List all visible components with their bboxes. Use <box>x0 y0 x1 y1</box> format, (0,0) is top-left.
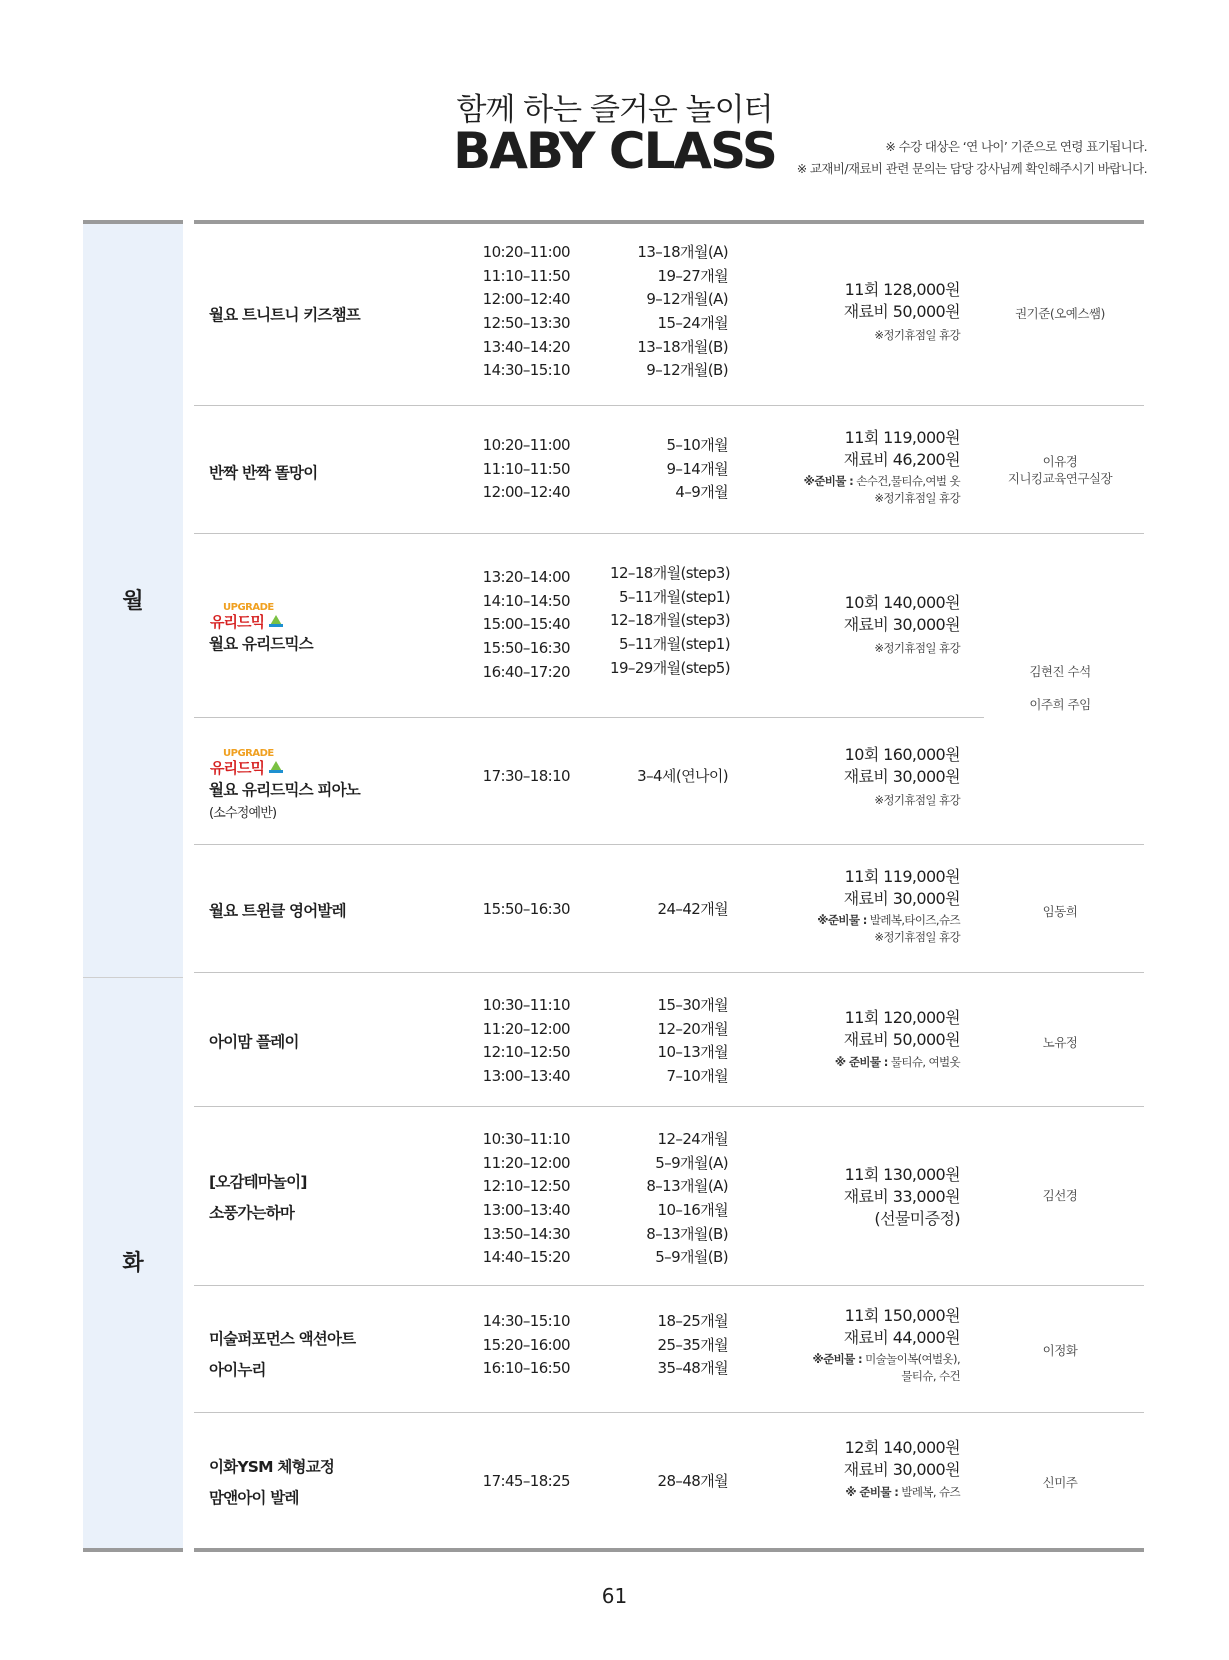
row-divider <box>194 844 1144 845</box>
time-slot: 13:00–13:40 <box>482 1201 570 1220</box>
teacher-title: 지니킹교육연구실장 <box>1007 471 1113 486</box>
class-ages <box>580 1128 728 1270</box>
prep-items: 미술놀이복(여벌옷), <box>865 1352 960 1366</box>
class-fees <box>760 279 960 344</box>
age-range: 24–42개월 <box>657 900 728 918</box>
day-label-tue: 화 <box>122 1251 144 1276</box>
holiday-note: ※정기휴점일 휴강 <box>874 641 960 655</box>
class-fees <box>760 866 960 946</box>
class-fees <box>760 1305 960 1385</box>
holiday-note: ※정기휴점일 휴강 <box>874 491 960 505</box>
time-slot: 13:00–13:40 <box>482 1067 570 1086</box>
class-name: 아이맘 플레이 <box>209 1033 299 1051</box>
class-name <box>209 1170 307 1223</box>
age-range: 8–13개월(B) <box>646 1224 728 1243</box>
age-range: 5–11개월(step1) <box>618 587 730 606</box>
teacher-name: 노유정 <box>1042 1035 1078 1050</box>
class-ages <box>580 241 728 383</box>
svg-text:유리드믹: 유리드믹 <box>210 759 264 776</box>
class-times <box>455 241 570 383</box>
time-slot: 11:20–12:00 <box>482 1019 570 1038</box>
note-materials: ※ 교재비/재료비 관련 문의는 담당 강사님께 확인해주시기 바랍니다. <box>796 161 1147 176</box>
teacher-name <box>980 453 1140 487</box>
time-slot: 10:20–11:00 <box>482 243 570 261</box>
class-times <box>455 898 570 922</box>
prep-label: ※ 준비물 : <box>845 1485 899 1499</box>
class-ages <box>580 434 728 505</box>
prep-items: 발레복, 슈즈 <box>901 1485 960 1499</box>
time-slot: 11:10–11:50 <box>482 266 570 285</box>
time-slot: 16:10–16:50 <box>482 1359 570 1378</box>
age-range: 5–9개월(B) <box>655 1248 728 1267</box>
time-slot: 15:50–16:30 <box>482 900 570 918</box>
row-divider <box>194 1412 1144 1413</box>
class-times <box>455 1128 570 1270</box>
row-divider <box>194 533 1144 534</box>
class-ages <box>580 898 728 922</box>
note-age: ※ 수강 대상은 ‘연 나이’ 기준으로 연령 표기됩니다. <box>885 139 1147 154</box>
class-fees <box>760 1007 960 1071</box>
class-fees <box>760 427 960 507</box>
time-slot: 13:40–14:20 <box>482 337 570 356</box>
age-range: 12–18개월(step3) <box>610 611 730 630</box>
time-slot: 12:00–12:40 <box>482 290 570 309</box>
header-notes <box>797 136 1147 180</box>
class-ages <box>580 562 730 680</box>
age-range: 5–10개월 <box>666 436 728 454</box>
age-range: 9–12개월(A) <box>646 290 728 309</box>
eurhythmics-logo-icon <box>209 746 283 776</box>
prep-label: ※ 준비물 : <box>834 1055 888 1069</box>
age-range: 19–29개월(step5) <box>610 658 730 677</box>
class-label-line2: 맘앤아이 발레 <box>209 1489 299 1507</box>
time-slot: 15:20–16:00 <box>482 1335 570 1354</box>
prep-label: ※준비물 : <box>803 474 854 488</box>
material-fee: 재료비 30,000원 <box>843 767 960 786</box>
time-slot: 10:30–11:10 <box>482 996 570 1014</box>
time-slot: 14:10–14:50 <box>482 591 570 610</box>
teacher-name: 임동희 <box>1042 904 1078 919</box>
class-times <box>455 566 570 684</box>
prep-items-line2: 물티슈, 수건 <box>901 1369 960 1383</box>
class-name: 월요 트윈클 영어발레 <box>209 902 346 920</box>
class-name <box>209 1327 355 1380</box>
time-slot: 10:20–11:00 <box>482 436 570 454</box>
age-range: 3–4세(연나이) <box>637 767 728 785</box>
row-divider <box>194 717 984 718</box>
material-fee: 재료비 46,200원 <box>843 450 960 469</box>
time-slot: 14:40–15:20 <box>482 1248 570 1267</box>
page-number: 61 <box>601 1584 628 1608</box>
class-ages <box>580 1310 728 1381</box>
table-top-rule <box>194 220 1144 224</box>
tuition: 11회 119,000원 <box>844 428 960 447</box>
day-bottom-rule <box>83 1548 183 1552</box>
age-range: 15–24개월 <box>657 314 728 333</box>
svg-text:UPGRADE: UPGRADE <box>223 748 274 759</box>
time-slot: 17:45–18:25 <box>482 1472 570 1490</box>
row-divider <box>194 972 1144 973</box>
teacher-line: 이유경 <box>1042 454 1078 469</box>
class-ages <box>580 994 728 1089</box>
class-fees <box>760 1164 960 1230</box>
material-fee: 재료비 30,000원 <box>843 889 960 908</box>
age-range: 9–12개월(B) <box>646 361 728 380</box>
age-range: 8–13개월(A) <box>646 1177 728 1196</box>
page-title: BABY CLASS <box>453 122 776 180</box>
class-label: 월요 유리드믹스 <box>209 635 313 653</box>
class-label: [오감테마놀이] <box>209 1173 307 1191</box>
row-divider <box>194 1285 1144 1286</box>
class-fees <box>760 1437 960 1501</box>
page-subtitle: 함께 하는 즐거운 놀이터 <box>456 92 773 128</box>
row-divider <box>194 405 1144 406</box>
material-fee: 재료비 30,000원 <box>843 1460 960 1479</box>
age-range: 19–27개월 <box>657 266 728 285</box>
teacher-name: 권기준(오예스쌤) <box>1015 306 1105 321</box>
holiday-note: ※정기휴점일 휴강 <box>874 930 960 944</box>
material-fee: 재료비 30,000원 <box>843 615 960 634</box>
age-range: 5–11개월(step1) <box>618 635 730 654</box>
class-fees <box>760 592 960 657</box>
material-fee: 재료비 33,000원 <box>843 1187 960 1206</box>
time-slot: 14:30–15:10 <box>482 361 570 380</box>
svg-text:UPGRADE: UPGRADE <box>223 602 274 613</box>
tuition: 12회 140,000원 <box>844 1438 960 1457</box>
prep-note <box>760 1351 960 1368</box>
row-divider <box>194 1106 1144 1107</box>
class-fees <box>760 744 960 809</box>
tuition: 11회 128,000원 <box>844 280 960 299</box>
age-range: 18–25개월 <box>657 1312 728 1330</box>
tuition: 11회 130,000원 <box>844 1165 960 1184</box>
table-bottom-rule <box>194 1548 1144 1552</box>
class-name: 반짝 반짝 똘망이 <box>209 464 318 482</box>
teacher-line: 이주희 주임 <box>1029 697 1091 712</box>
eurhythmics-logo-icon <box>209 600 283 630</box>
prep-items: 손수건,물티슈,여벌 옷 <box>856 474 960 488</box>
prep-items: 물티슈, 여벌옷 <box>890 1055 960 1069</box>
age-range: 10–13개월 <box>657 1043 728 1062</box>
class-name: 월요 트니트니 키즈챔프 <box>209 306 360 324</box>
time-slot: 12:10–12:50 <box>482 1177 570 1196</box>
time-slot: 12:50–13:30 <box>482 314 570 333</box>
class-times <box>455 1310 570 1381</box>
prep-note <box>760 912 960 929</box>
class-name <box>209 1455 334 1508</box>
time-slot: 11:10–11:50 <box>482 459 570 478</box>
svg-text:유리드믹: 유리드믹 <box>210 613 264 630</box>
tuition: 11회 150,000원 <box>844 1306 960 1325</box>
age-range: 10–16개월 <box>657 1201 728 1220</box>
time-slot: 11:20–12:00 <box>482 1153 570 1172</box>
class-label-line2: 아이누리 <box>209 1361 266 1379</box>
tuition: 11회 119,000원 <box>844 867 960 886</box>
material-fee: 재료비 50,000원 <box>843 302 960 321</box>
class-label: 미술퍼포먼스 액션아트 <box>209 1330 356 1348</box>
time-slot: 12:00–12:40 <box>482 483 570 502</box>
time-slot: 13:50–14:30 <box>482 1224 570 1243</box>
prep-note <box>760 1484 960 1501</box>
time-slot: 13:20–14:00 <box>482 568 570 586</box>
tuition: 10회 160,000원 <box>844 745 960 764</box>
time-slot: 12:10–12:50 <box>482 1043 570 1062</box>
age-range: 12–18개월(step3) <box>610 564 730 582</box>
time-slot: 10:30–11:10 <box>482 1130 570 1148</box>
prep-label: ※준비물 : <box>812 1352 863 1366</box>
time-slot: 15:50–16:30 <box>482 639 570 658</box>
age-range: 4–9개월 <box>675 483 728 502</box>
teacher-line: 김현진 수석 <box>1029 664 1091 679</box>
class-ages <box>580 1470 728 1494</box>
teacher-name: 김선경 <box>1042 1188 1078 1203</box>
teacher-name <box>980 663 1140 713</box>
age-range: 5–9개월(A) <box>655 1153 728 1172</box>
class-ages <box>580 765 728 789</box>
class-label: 이화YSM 체형교정 <box>209 1458 335 1476</box>
class-times <box>455 765 570 789</box>
prep-note <box>760 473 960 490</box>
tuition: 10회 140,000원 <box>844 593 960 612</box>
age-range: 28–48개월 <box>657 1472 728 1490</box>
time-slot: 15:00–15:40 <box>482 615 570 634</box>
age-range: 12–20개월 <box>657 1019 728 1038</box>
class-name-with-logo <box>209 600 313 654</box>
age-range: 25–35개월 <box>657 1335 728 1354</box>
age-range: 35–48개월 <box>657 1359 728 1378</box>
class-label-line2: 소풍가는하마 <box>209 1204 295 1222</box>
tuition: 11회 120,000원 <box>844 1008 960 1027</box>
age-range: 13–18개월(A) <box>637 243 728 261</box>
age-range: 15–30개월 <box>657 996 728 1014</box>
teacher-name: 이정화 <box>1042 1343 1078 1358</box>
class-sublabel: (소수정예반) <box>209 806 277 821</box>
holiday-note: ※정기휴점일 휴강 <box>874 328 960 342</box>
day-label-mon: 월 <box>122 589 144 614</box>
class-label: 월요 유리드믹스 피아노 <box>209 781 360 799</box>
material-fee: 재료비 44,000원 <box>843 1328 960 1347</box>
time-slot: 16:40–17:20 <box>482 662 570 681</box>
holiday-note: ※정기휴점일 휴강 <box>874 793 960 807</box>
day-top-rule <box>83 220 183 224</box>
gift-note: (선물미증정) <box>874 1209 960 1228</box>
day-divider <box>83 977 183 978</box>
prep-note <box>760 1054 960 1071</box>
class-times <box>455 1470 570 1494</box>
class-name-with-logo <box>209 746 360 821</box>
material-fee: 재료비 50,000원 <box>843 1030 960 1049</box>
time-slot: 14:30–15:10 <box>482 1312 570 1330</box>
age-range: 7–10개월 <box>666 1067 728 1086</box>
prep-label: ※준비물 : <box>817 913 867 927</box>
age-range: 9–14개월 <box>666 459 728 478</box>
class-times <box>455 994 570 1089</box>
time-slot: 17:30–18:10 <box>482 767 570 785</box>
age-range: 12–24개월 <box>657 1130 728 1148</box>
teacher-name: 신미주 <box>1042 1475 1078 1490</box>
class-times <box>455 434 570 505</box>
prep-items: 발레복,타이즈,슈즈 <box>869 913 960 927</box>
age-range: 13–18개월(B) <box>637 337 728 356</box>
